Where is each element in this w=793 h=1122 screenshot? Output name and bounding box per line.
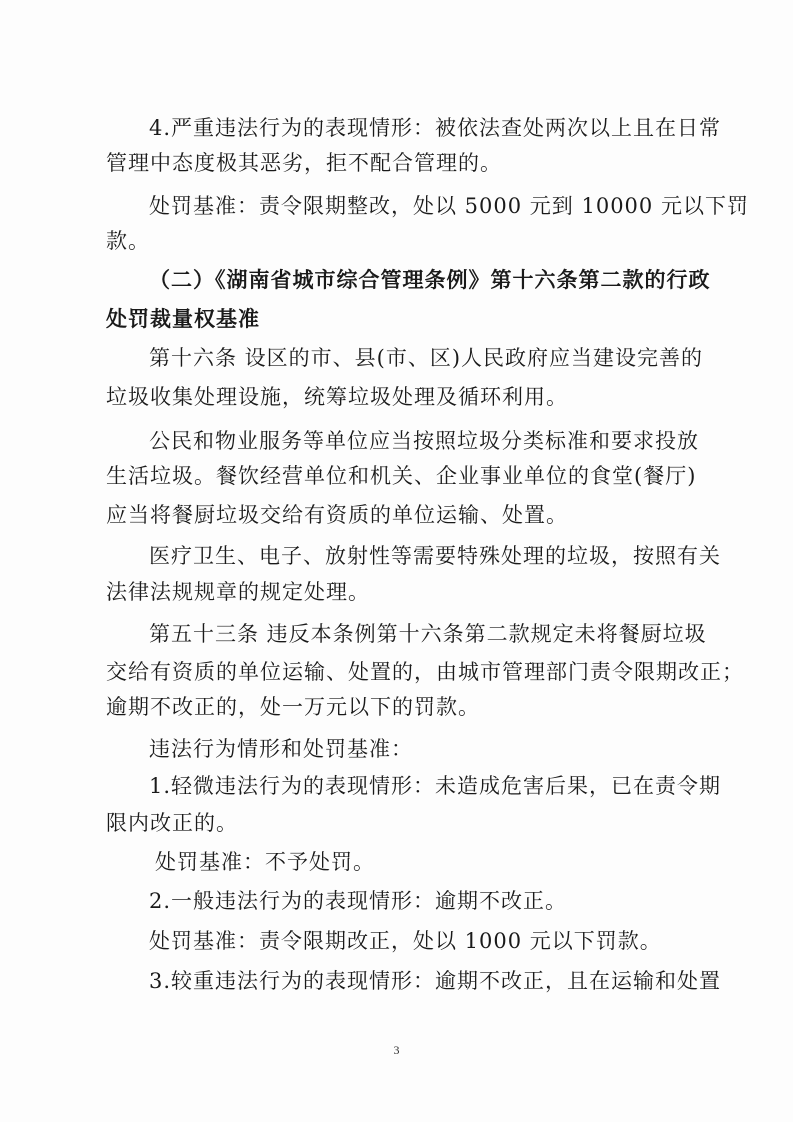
paragraph-line: 处罚基准：不予处罚。 <box>155 850 375 874</box>
page-number: 3 <box>393 1043 400 1057</box>
paragraph-line: 交给有资质的单位运输、处置的，由城市管理部门责令限期改正； <box>106 660 744 684</box>
paragraph-line: 逾期不改正的，处一万元以下的罚款。 <box>106 695 480 719</box>
paragraph-line: 处罚基准：责令限期整改，处以 5000 元到 10000 元以下罚 <box>149 194 749 218</box>
section-heading: （二）《湖南省城市综合管理条例》第十六条第二款的行政 <box>149 268 711 292</box>
paragraph-line: 管理中态度极其恶劣，拒不配合管理的。 <box>106 151 502 175</box>
paragraph-line: 生活垃圾。餐饮经营单位和机关、企业事业单位的食堂(餐厅) <box>106 464 697 488</box>
paragraph-line: 4.严重违法行为的表现情形：被依法查处两次以上且在日常 <box>149 116 722 140</box>
paragraph-line: 第五十三条 违反本条例第十六条第二款规定未将餐厨垃圾 <box>149 622 707 646</box>
paragraph-line: 法律法规规章的规定处理。 <box>106 580 370 604</box>
paragraph-line: 垃圾收集处理设施，统筹垃圾处理及循环利用。 <box>106 385 568 409</box>
paragraph-line: 医疗卫生、电子、放射性等需要特殊处理的垃圾，按照有关 <box>149 544 721 568</box>
paragraph-line: 第十六条 设区的市、县(市、区)人民政府应当建设完善的 <box>149 346 704 370</box>
paragraph-line: 应当将餐厨垃圾交给有资质的单位运输、处置。 <box>106 503 568 527</box>
paragraph-line: 处罚基准：责令限期改正，处以 1000 元以下罚款。 <box>149 929 662 953</box>
paragraph-line: 1.轻微违法行为的表现情形：未造成危害后果，已在责令期 <box>149 774 722 798</box>
paragraph-line: 款。 <box>106 229 150 253</box>
paragraph-line: 限内改正的。 <box>106 811 238 835</box>
paragraph-line: 3.较重违法行为的表现情形：逾期不改正，且在运输和处置 <box>149 969 722 993</box>
paragraph-line: 公民和物业服务等单位应当按照垃圾分类标准和要求投放 <box>149 429 699 453</box>
paragraph-line: 违法行为情形和处罚基准： <box>149 737 413 761</box>
section-heading: 处罚裁量权基准 <box>106 307 260 331</box>
paragraph-line: 2.一般违法行为的表现情形：逾期不改正。 <box>149 889 568 913</box>
